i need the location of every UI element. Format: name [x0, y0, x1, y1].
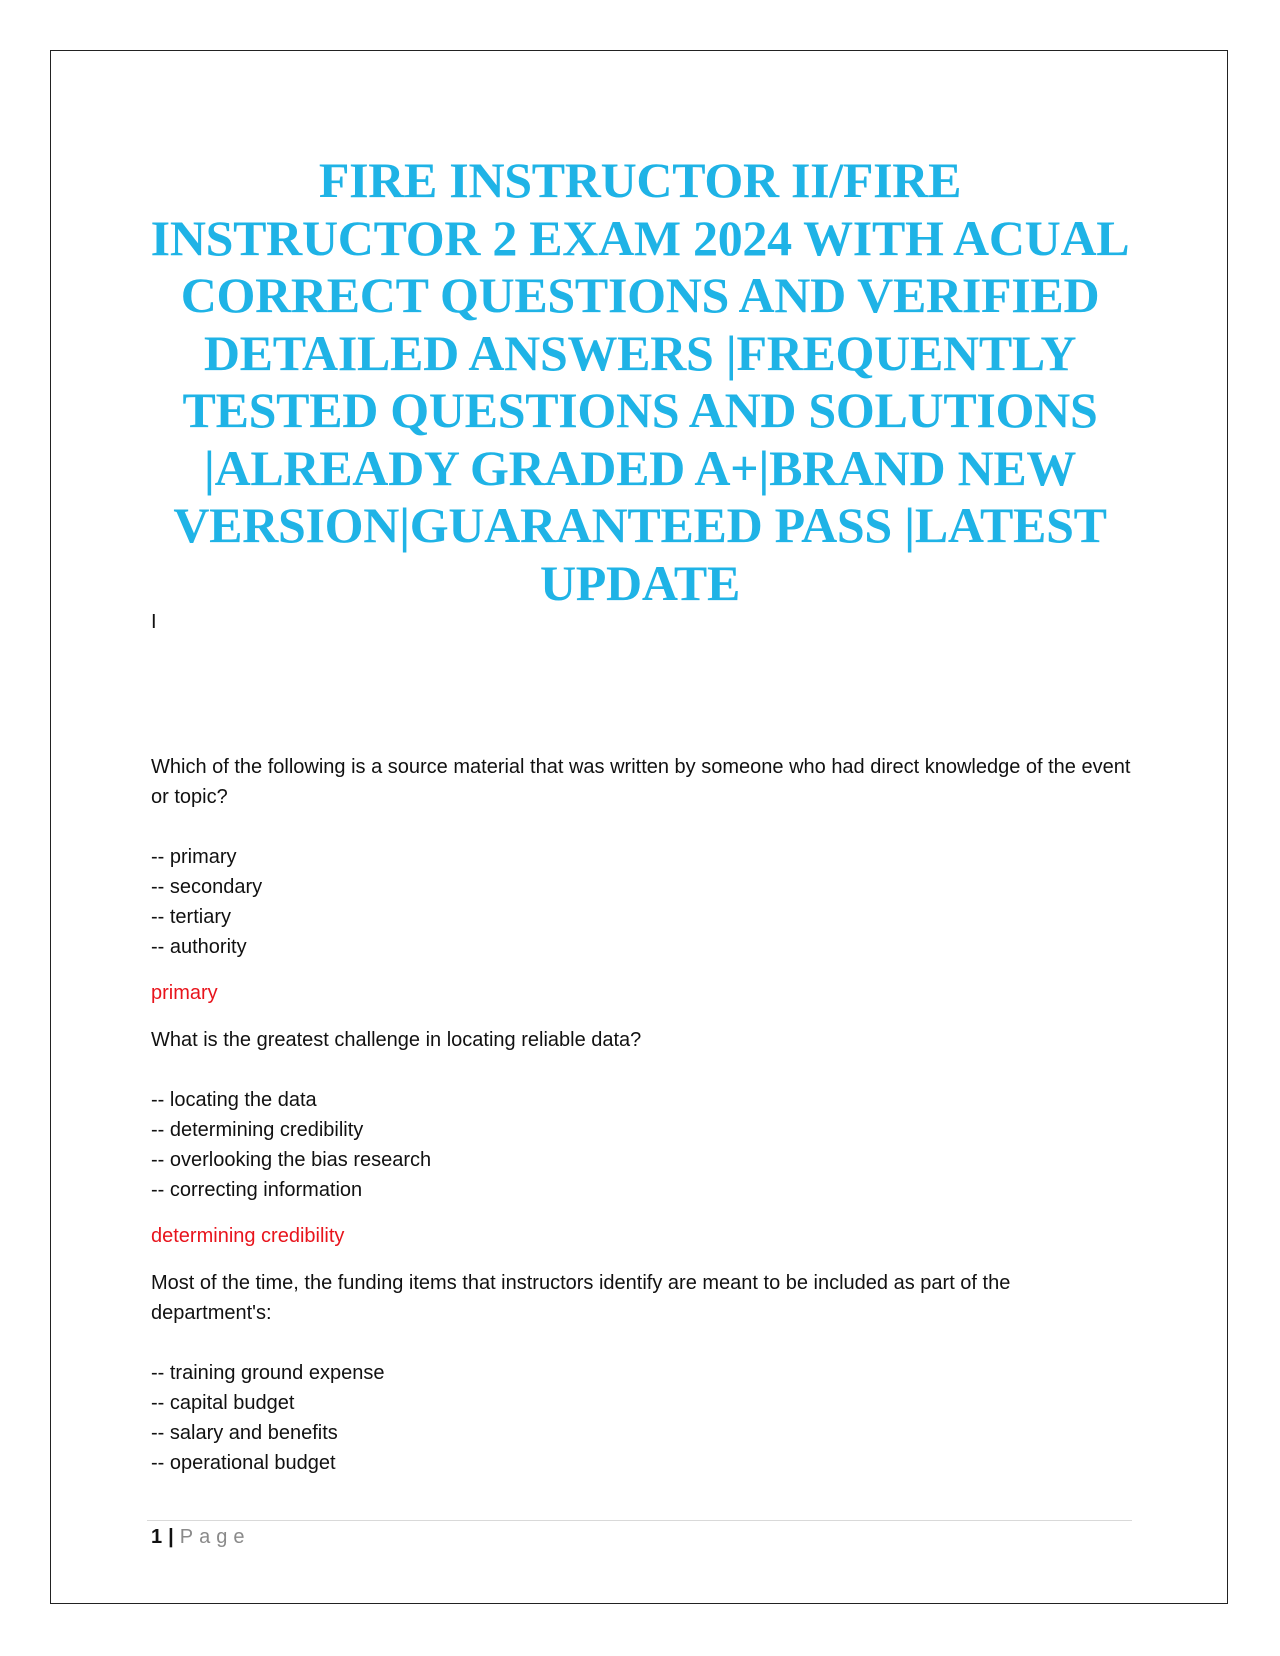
option-item: -- tertiary — [151, 906, 231, 928]
page-number: 1 — [151, 1526, 163, 1548]
option-item: -- locating the data — [151, 1089, 317, 1111]
question-text: Which of the following is a source material that was written by someone who had direct knowledge of the event or topic? — [151, 756, 1131, 808]
stray-character: I — [151, 611, 157, 633]
page-footer — [151, 1526, 250, 1549]
option-item: -- determining credibility — [151, 1119, 364, 1141]
option-item: -- correcting information — [151, 1179, 363, 1201]
answer-text: primary — [151, 982, 218, 1004]
option-item: -- training ground expense — [151, 1362, 385, 1384]
question-text: What is the greatest challenge in locating reliable data? — [151, 1029, 642, 1051]
option-list — [151, 1358, 1131, 1478]
question-block-3 — [151, 1268, 1131, 1478]
option-item: -- salary and benefits — [151, 1422, 338, 1444]
option-item: -- primary — [151, 846, 237, 868]
question-list — [151, 752, 1131, 1478]
option-list — [151, 842, 1131, 962]
question-text: Most of the time, the funding items that instructors identify are meant to be included as part of the department's: — [151, 1272, 1011, 1324]
option-item: -- authority — [151, 936, 247, 958]
question-block-1 — [151, 752, 1131, 1008]
document-title: FIRE INSTRUCTOR II/FIRE INSTRUCTOR 2 EXAM 2024 WITH ACUAL CORRECT QUESTIONS AND VERIFIED DETAILED ANSWERS |FREQUENTLY TESTED QUESTIONS AND SOLUTIONS |ALREADY GRADED A+|BRAND NEW VERSION|GUARANTEED PASS |LATEST UPDATE — [150, 152, 1130, 611]
footer-divider — [147, 1520, 1132, 1521]
option-list — [151, 1085, 1131, 1205]
option-item: -- capital budget — [151, 1392, 295, 1414]
option-item: -- operational budget — [151, 1452, 336, 1474]
answer-text: determining credibility — [151, 1225, 345, 1247]
page-label: Page — [179, 1526, 251, 1548]
option-item: -- overlooking the bias research — [151, 1149, 432, 1171]
question-block-2 — [151, 1025, 1131, 1251]
option-item: -- secondary — [151, 876, 263, 898]
footer-separator: | — [168, 1526, 174, 1548]
